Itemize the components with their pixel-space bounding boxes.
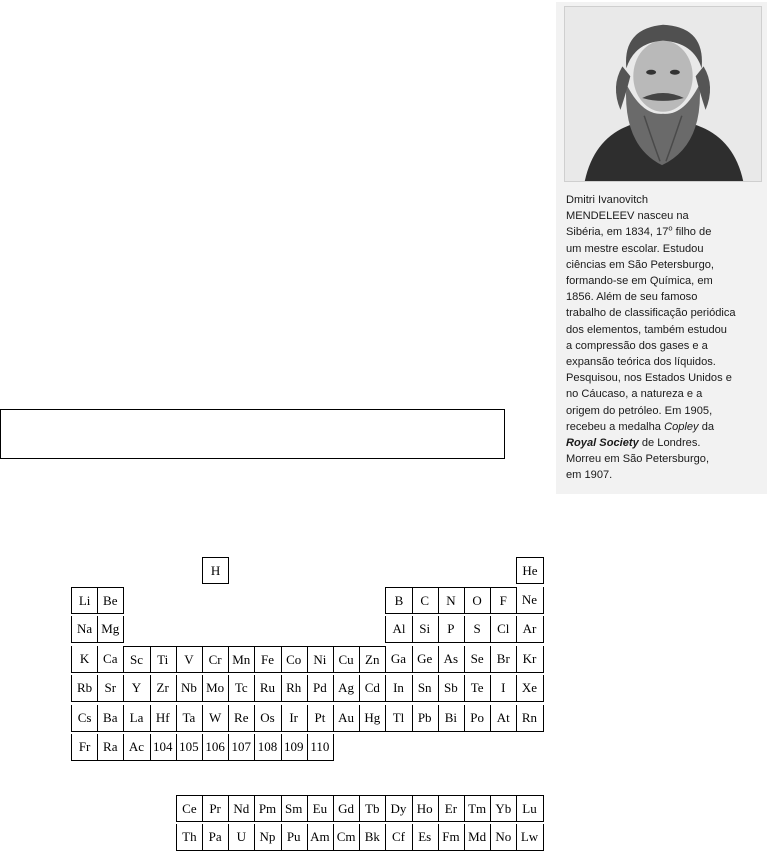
- element-cell: Mn: [228, 646, 255, 673]
- element-cell: Eu: [307, 795, 334, 822]
- element-cell: Gd: [333, 795, 360, 822]
- element-cell: Ba: [97, 705, 124, 732]
- element-cell: B: [385, 587, 412, 614]
- bio-line: ciências em São Petersburgo,: [566, 258, 714, 271]
- element-cell: P: [438, 616, 465, 643]
- element-cell: Ir: [281, 705, 308, 732]
- element-cell: F: [490, 587, 517, 614]
- element-cell: Si: [412, 616, 439, 643]
- element-cell: Tm: [464, 795, 491, 822]
- bio-line: expansão teórica dos líquidos.: [566, 356, 716, 369]
- bio-line: Pesquisou, nos Estados Unidos e: [566, 372, 732, 385]
- element-cell: As: [438, 646, 465, 673]
- bio-line: Dmitri Ivanovitch: [566, 194, 648, 206]
- bio-line: a compressão dos gases e a: [566, 339, 708, 352]
- element-cell: In: [385, 675, 412, 702]
- bio-line: origem do petróleo. Em 1905,: [566, 404, 713, 417]
- bio-emphasis: Royal Society: [566, 437, 639, 450]
- element-cell: Hf: [150, 705, 177, 732]
- element-cell: Md: [464, 824, 491, 851]
- element-cell: Cs: [71, 705, 98, 732]
- element-cell: Ho: [412, 795, 439, 822]
- element-cell: Th: [176, 824, 203, 851]
- element-cell: 106: [202, 734, 229, 761]
- element-cell: Pm: [254, 795, 281, 822]
- element-cell: Ni: [307, 646, 334, 673]
- element-cell: 108: [254, 734, 281, 761]
- element-cell: Te: [464, 675, 491, 702]
- element-cell: Sr: [97, 675, 124, 702]
- bio-emphasis: Copley: [664, 420, 699, 433]
- element-cell: Mo: [202, 675, 229, 702]
- element-cell: Ta: [176, 705, 203, 732]
- element-cell: Hg: [359, 705, 386, 732]
- element-cell: Ra: [97, 734, 124, 761]
- bio-line: da: [698, 420, 715, 433]
- element-cell: Be: [97, 587, 124, 614]
- element-cell: La: [123, 705, 150, 732]
- bio-line: em 1907.: [566, 469, 613, 482]
- element-cell: Ac: [123, 734, 150, 761]
- element-cell: Tc: [228, 675, 255, 702]
- bio-line: 1856. Além de seu famoso: [566, 291, 698, 304]
- element-cell: Re: [228, 705, 255, 732]
- element-cell: Cr: [202, 646, 229, 673]
- bio-line: um mestre escolar. Estudou: [566, 242, 704, 255]
- bio-line: filho de: [672, 226, 712, 239]
- element-cell: Zr: [150, 675, 177, 702]
- element-cell: Pr: [202, 795, 229, 822]
- element-cell: 109: [281, 734, 308, 761]
- element-cell: Np: [254, 824, 281, 851]
- element-cell: Pa: [202, 824, 229, 851]
- element-cell: Fr: [71, 734, 98, 761]
- element-cell: Ce: [176, 795, 203, 822]
- element-cell: Pu: [281, 824, 308, 851]
- element-cell: Y: [123, 675, 150, 702]
- element-cell: Nd: [228, 795, 255, 822]
- element-cell: Os: [254, 705, 281, 732]
- bio-line: dos elementos, também estudou: [566, 323, 727, 336]
- bio-line: Morreu em São Petersburgo,: [566, 453, 710, 466]
- element-cell: W: [202, 705, 229, 732]
- element-cell: Sb: [438, 675, 465, 702]
- element-cell: Li: [71, 587, 98, 614]
- element-cell: Lu: [516, 795, 543, 822]
- element-cell: C: [412, 587, 439, 614]
- element-cell: 110: [307, 734, 334, 761]
- element-cell: Se: [464, 646, 491, 673]
- element-cell: Pt: [307, 705, 334, 732]
- element-cell: Rn: [516, 705, 543, 732]
- element-cell: Sc: [123, 646, 150, 673]
- element-cell: 105: [176, 734, 203, 761]
- element-cell: Pb: [412, 705, 439, 732]
- element-cell: Bi: [438, 705, 465, 732]
- element-cell: Cu: [333, 646, 360, 673]
- element-cell: Po: [464, 705, 491, 732]
- element-cell: Cl: [490, 616, 517, 643]
- element-cell: Cf: [385, 824, 412, 851]
- element-cell: Cd: [359, 675, 386, 702]
- element-cell: Na: [71, 616, 98, 643]
- element-cell: Mg: [97, 616, 124, 643]
- element-cell: Ru: [254, 675, 281, 702]
- element-cell: Ca: [97, 646, 124, 673]
- element-cell: Lw: [516, 824, 543, 851]
- element-cell: Yb: [490, 795, 517, 822]
- element-cell: Es: [412, 824, 439, 851]
- biography-text: [566, 192, 766, 484]
- element-cell: Rh: [281, 675, 308, 702]
- element-cell: Xe: [516, 675, 543, 702]
- element-cell: Ge: [412, 646, 439, 673]
- element-cell: No: [490, 824, 517, 851]
- element-cell: U: [228, 824, 255, 851]
- element-cell: Kr: [516, 646, 543, 673]
- element-cell: Nb: [176, 675, 203, 702]
- element-cell: Fm: [438, 824, 465, 851]
- element-cell: Sn: [412, 675, 439, 702]
- element-cell: 104: [150, 734, 177, 761]
- element-cell: Rb: [71, 675, 98, 702]
- element-cell: Ne: [516, 587, 543, 614]
- element-cell: Ar: [516, 616, 543, 643]
- element-cell: At: [490, 705, 517, 732]
- bio-superscript: o: [668, 223, 673, 233]
- bio-line: de Londres.: [638, 437, 701, 450]
- element-cell: O: [464, 587, 491, 614]
- bio-line: recebeu a medalha: [566, 420, 665, 433]
- bio-line: formando-se em Química, em: [566, 275, 713, 288]
- biography-card: [556, 2, 767, 494]
- bio-line: MENDELEEV nasceu na: [566, 210, 689, 223]
- element-cell: Pd: [307, 675, 334, 702]
- bio-line: trabalho de classificação periódica: [566, 307, 736, 320]
- element-cell: H: [202, 557, 229, 584]
- element-cell: Fe: [254, 646, 281, 673]
- element-cell: Al: [385, 616, 412, 643]
- element-cell: I: [490, 675, 517, 702]
- answer-box[interactable]: [0, 409, 505, 459]
- element-cell: Tl: [385, 705, 412, 732]
- element-cell: Am: [307, 824, 334, 851]
- element-cell: V: [176, 646, 203, 673]
- element-cell: Sm: [281, 795, 308, 822]
- element-cell: Ag: [333, 675, 360, 702]
- element-cell: 107: [228, 734, 255, 761]
- element-cell: Au: [333, 705, 360, 732]
- bio-line: Sibéria, em 1834, 17: [566, 226, 669, 239]
- element-cell: Dy: [385, 795, 412, 822]
- element-cell: Bk: [359, 824, 386, 851]
- element-cell: Cm: [333, 824, 360, 851]
- element-cell: Co: [281, 646, 308, 673]
- element-cell: Ga: [385, 646, 412, 673]
- element-cell: Ti: [150, 646, 177, 673]
- element-cell: Tb: [359, 795, 386, 822]
- element-cell: K: [71, 646, 98, 673]
- bio-line: no Cáucaso, a natureza e a: [566, 388, 703, 401]
- element-cell: Zn: [359, 646, 386, 673]
- element-cell: Er: [438, 795, 465, 822]
- element-cell: N: [438, 587, 465, 614]
- element-cell: S: [464, 616, 491, 643]
- mendeleev-portrait: [564, 6, 762, 182]
- element-cell: Br: [490, 646, 517, 673]
- element-cell: He: [516, 557, 543, 584]
